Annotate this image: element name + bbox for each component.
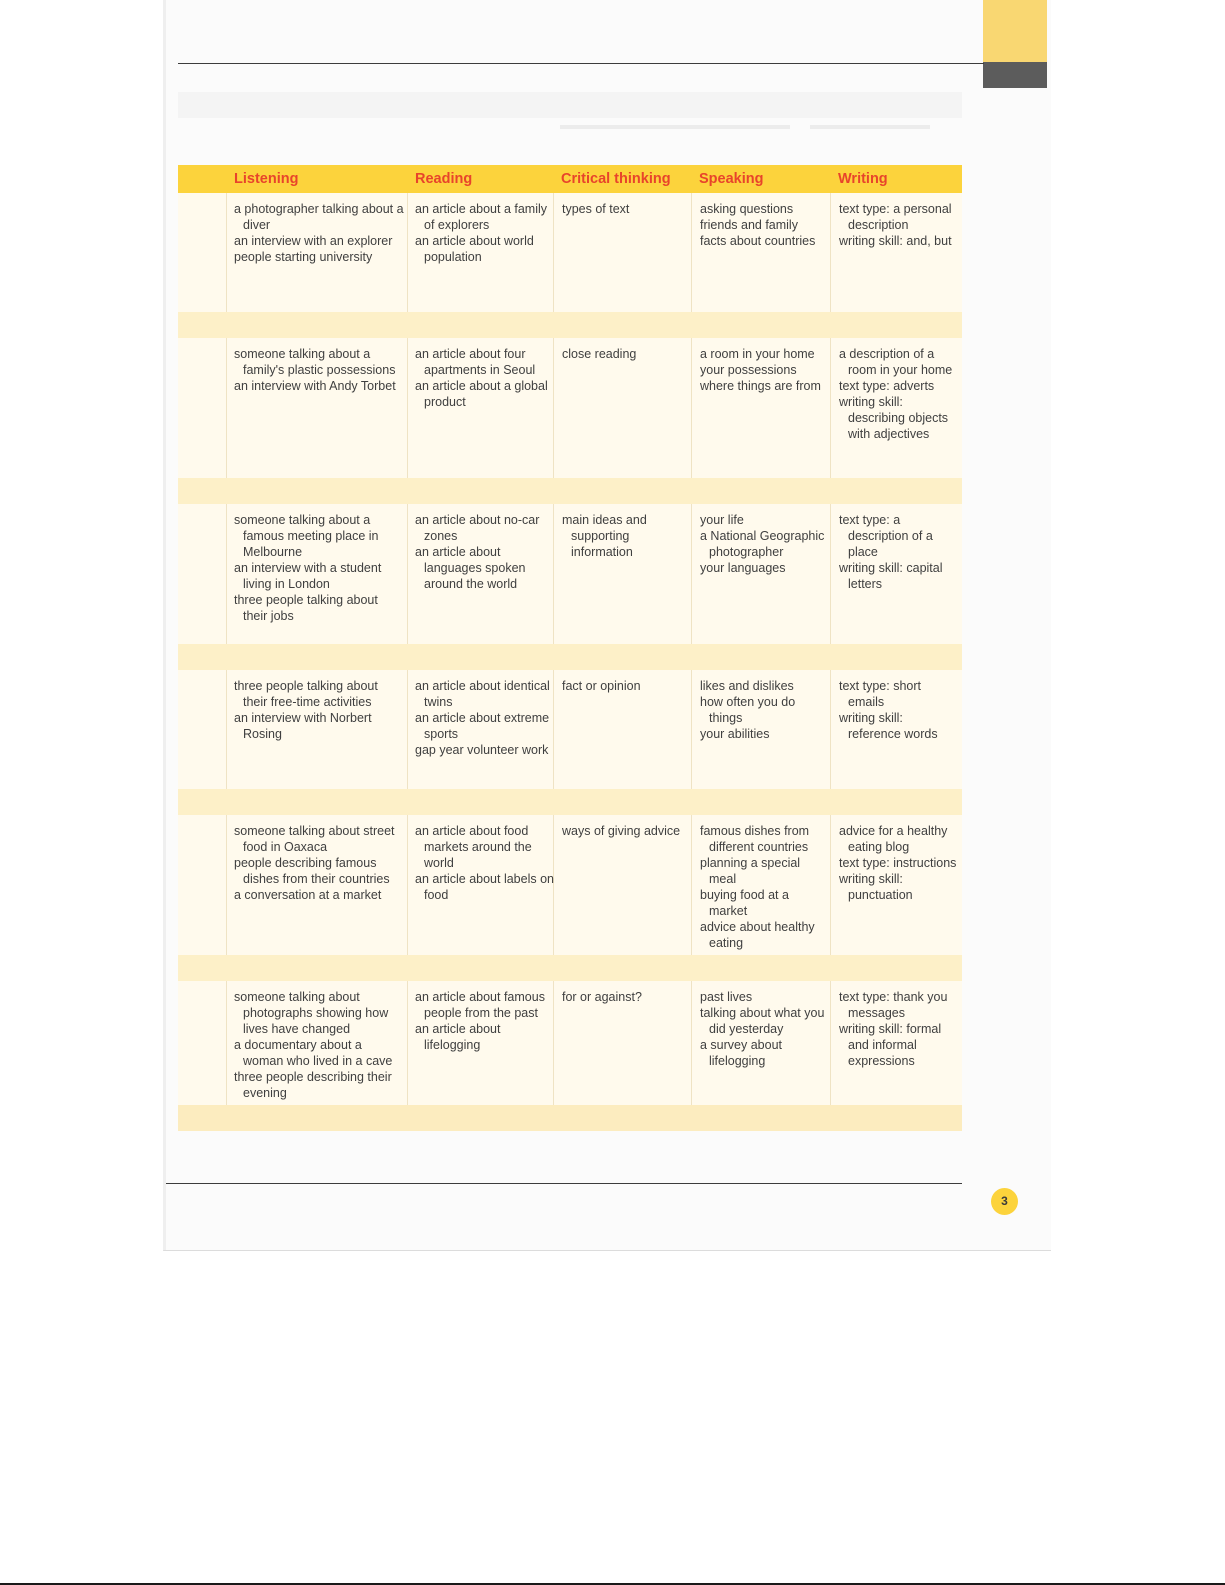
column-divider bbox=[830, 193, 831, 312]
column-divider bbox=[830, 338, 831, 478]
header-critical-thinking: Critical thinking bbox=[561, 171, 671, 187]
cell-line: past lives bbox=[700, 990, 753, 1004]
header-reading: Reading bbox=[415, 171, 473, 187]
cell-line: a documentary about a woman who lived in a cave bbox=[234, 1038, 393, 1068]
column-divider bbox=[226, 670, 227, 789]
table-row bbox=[178, 981, 962, 1105]
table-body bbox=[178, 193, 962, 1105]
grey-corner-tab bbox=[983, 62, 1047, 88]
cell-line: an interview with Norbert Rosing bbox=[234, 711, 372, 741]
table-row bbox=[178, 338, 962, 478]
cell-line: writing skill: capital letters bbox=[839, 561, 943, 591]
cell-line: a room in your home bbox=[700, 347, 815, 361]
cell-line: gap year volunteer work bbox=[415, 743, 549, 757]
cell-critical bbox=[562, 201, 692, 217]
cell-line: your life bbox=[700, 513, 744, 527]
cell-line: writing skill: formal and informal expressions bbox=[839, 1022, 942, 1068]
column-divider bbox=[830, 670, 831, 789]
cell-line: three people talking about their jobs bbox=[234, 593, 378, 623]
cell-line: people describing famous dishes from their countries bbox=[234, 856, 390, 886]
cell-line: an interview with Andy Torbet bbox=[234, 379, 396, 393]
cell-line: three people describing their evening bbox=[234, 1070, 392, 1100]
column-divider bbox=[226, 504, 227, 644]
cell-line: text type: a personal description bbox=[839, 202, 952, 232]
cell-line: a survey about lifelogging bbox=[700, 1038, 782, 1068]
cell-line: friends and family bbox=[700, 218, 798, 232]
cell-line: people starting university bbox=[234, 250, 373, 264]
cell-line: writing skill: describing objects with adjectives bbox=[839, 395, 949, 441]
cell-line: how often you do things bbox=[700, 695, 796, 725]
yellow-corner-tab bbox=[983, 0, 1047, 62]
cell-line: a photographer talking about a diver bbox=[234, 202, 404, 232]
cell-line: an article about world population bbox=[415, 234, 534, 264]
cell-line: close reading bbox=[562, 347, 637, 361]
cell-reading bbox=[415, 823, 555, 903]
header-listening: Listening bbox=[234, 171, 299, 187]
column-divider bbox=[830, 815, 831, 955]
table-footer-band bbox=[178, 1105, 962, 1131]
cell-line: advice for a healthy eating blog bbox=[839, 824, 948, 854]
cell-writing bbox=[839, 989, 957, 1069]
cell-line: an article about identical twins bbox=[415, 679, 550, 709]
cell-line: a National Geographic photographer bbox=[700, 529, 825, 559]
column-divider bbox=[407, 815, 408, 955]
cell-speaking bbox=[700, 512, 828, 576]
cell-line: main ideas and supporting information bbox=[562, 513, 647, 559]
table-row bbox=[178, 815, 962, 955]
cell-writing bbox=[839, 201, 957, 249]
faded-title-band bbox=[178, 92, 962, 118]
cell-line: where things are from bbox=[700, 379, 821, 393]
table-header bbox=[178, 165, 962, 193]
cell-line: a conversation at a market bbox=[234, 888, 382, 902]
table-row bbox=[178, 504, 962, 644]
cell-writing bbox=[839, 346, 957, 442]
table-row bbox=[178, 670, 962, 789]
cell-line: someone talking about a family's plastic possessions bbox=[234, 347, 396, 377]
cell-line: an article about lifelogging bbox=[415, 1022, 501, 1052]
cell-critical bbox=[562, 989, 692, 1005]
cell-line: an article about labels on food bbox=[415, 872, 554, 902]
cell-line: writing skill: reference words bbox=[839, 711, 938, 741]
column-divider bbox=[407, 981, 408, 1105]
column-divider bbox=[226, 193, 227, 312]
cell-line: writing skill: punctuation bbox=[839, 872, 913, 902]
cell-line: an article about no-car zones bbox=[415, 513, 540, 543]
column-divider bbox=[226, 815, 227, 955]
cell-reading bbox=[415, 989, 555, 1053]
cell-line: advice about healthy eating bbox=[700, 920, 815, 950]
column-divider bbox=[407, 670, 408, 789]
cell-listening bbox=[234, 512, 404, 624]
cell-line: your languages bbox=[700, 561, 786, 575]
unit-separator-band bbox=[178, 644, 962, 670]
column-divider bbox=[830, 504, 831, 644]
column-divider bbox=[407, 338, 408, 478]
top-rule bbox=[178, 63, 984, 64]
column-divider bbox=[226, 981, 227, 1105]
cell-critical bbox=[562, 346, 692, 362]
cell-line: text type: adverts bbox=[839, 379, 935, 393]
cell-line: ways of giving advice bbox=[562, 824, 681, 838]
cell-line: famous dishes from different countries bbox=[700, 824, 810, 854]
cell-line: facts about countries bbox=[700, 234, 816, 248]
cell-line: an article about a global product bbox=[415, 379, 548, 409]
cell-line: text type: thank you messages bbox=[839, 990, 948, 1020]
cell-line: writing skill: and, but bbox=[839, 234, 952, 248]
cell-writing bbox=[839, 823, 957, 903]
cell-line: someone talking about photographs showing how lives have changed bbox=[234, 990, 389, 1036]
cell-listening bbox=[234, 678, 404, 742]
cell-line: planning a special meal bbox=[700, 856, 801, 886]
cell-line: an article about extreme sports bbox=[415, 711, 550, 741]
cell-writing bbox=[839, 678, 957, 742]
cell-reading bbox=[415, 512, 555, 592]
cell-line: text type: a description of a place bbox=[839, 513, 933, 559]
cell-listening bbox=[234, 201, 404, 265]
faded-text-line bbox=[560, 125, 790, 129]
cell-speaking bbox=[700, 989, 828, 1069]
cell-speaking bbox=[700, 201, 828, 249]
unit-separator-band bbox=[178, 478, 962, 504]
cell-line: types of text bbox=[562, 202, 630, 216]
cell-line: your abilities bbox=[700, 727, 770, 741]
cell-line: for or against? bbox=[562, 990, 642, 1004]
cell-listening bbox=[234, 346, 404, 394]
cell-speaking bbox=[700, 823, 828, 951]
cell-line: an article about languages spoken around the world bbox=[415, 545, 526, 591]
cell-line: an article about food markets around the world bbox=[415, 824, 532, 870]
cell-line: a description of a room in your home bbox=[839, 347, 953, 377]
cell-critical bbox=[562, 512, 692, 560]
cell-line: your possessions bbox=[700, 363, 797, 377]
cell-line: buying food at a market bbox=[700, 888, 789, 918]
cell-critical bbox=[562, 678, 692, 694]
page-edge-shadow bbox=[163, 0, 166, 1250]
cell-line: fact or opinion bbox=[562, 679, 641, 693]
column-divider bbox=[407, 193, 408, 312]
cell-line: three people talking about their free-time activities bbox=[234, 679, 378, 709]
faded-text-line bbox=[810, 125, 930, 129]
column-divider bbox=[407, 504, 408, 644]
cell-line: someone talking about street food in Oaxaca bbox=[234, 824, 395, 854]
cell-line: an interview with a student living in London bbox=[234, 561, 382, 591]
cell-line: asking questions bbox=[700, 202, 794, 216]
page-number-badge: 3 bbox=[991, 1188, 1018, 1215]
unit-separator-band bbox=[178, 312, 962, 338]
contents-table bbox=[178, 165, 962, 1131]
cell-line: text type: instructions bbox=[839, 856, 957, 870]
cell-line: an article about famous people from the past bbox=[415, 990, 545, 1020]
column-divider bbox=[226, 338, 227, 478]
cell-listening bbox=[234, 989, 404, 1101]
cell-critical bbox=[562, 823, 692, 839]
cell-line: likes and dislikes bbox=[700, 679, 794, 693]
cell-speaking bbox=[700, 346, 828, 394]
unit-separator-band bbox=[178, 789, 962, 815]
table-row bbox=[178, 193, 962, 312]
cell-line: an article about a family of explorers bbox=[415, 202, 548, 232]
cell-listening bbox=[234, 823, 404, 903]
cell-speaking bbox=[700, 678, 828, 742]
cell-line: an article about four apartments in Seoul bbox=[415, 347, 536, 377]
header-speaking: Speaking bbox=[699, 171, 764, 187]
cell-line: talking about what you did yesterday bbox=[700, 1006, 825, 1036]
cell-line: someone talking about a famous meeting place in Melbourne bbox=[234, 513, 379, 559]
cell-line: text type: short emails bbox=[839, 679, 921, 709]
cell-reading bbox=[415, 678, 555, 758]
unit-separator-band bbox=[178, 955, 962, 981]
bottom-rule bbox=[166, 1183, 962, 1184]
column-divider bbox=[830, 981, 831, 1105]
cell-writing bbox=[839, 512, 957, 592]
header-writing: Writing bbox=[838, 171, 888, 187]
cell-reading bbox=[415, 201, 555, 265]
cell-line: an interview with an explorer bbox=[234, 234, 393, 248]
cell-reading bbox=[415, 346, 555, 410]
